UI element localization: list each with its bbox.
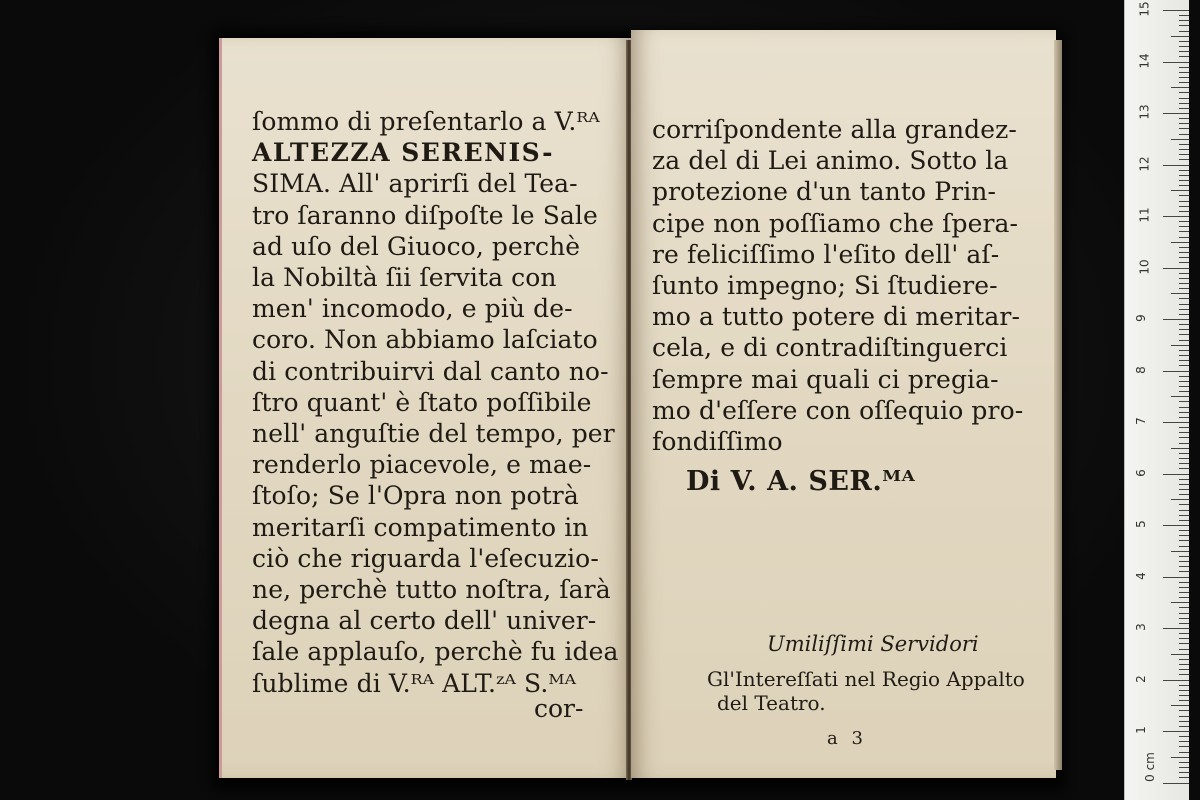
right-line-9: ſempre mai quali ci pregia-	[652, 364, 999, 394]
ruler-tick	[1171, 242, 1189, 243]
ruler-tick	[1179, 458, 1189, 459]
ruler-tick	[1179, 247, 1189, 248]
ruler-tick	[1171, 654, 1189, 655]
ruler-number: 7	[1133, 417, 1148, 425]
ruler-tick	[1163, 113, 1189, 114]
right-line-1: corriſpondente alla grandez-	[652, 115, 1017, 144]
ruler-tick	[1179, 350, 1189, 351]
ruler-tick	[1179, 659, 1189, 660]
left-line-11: nell' anguſtie del tempo, per	[252, 419, 615, 449]
ruler-tick	[1179, 479, 1189, 480]
ruler-tick	[1179, 695, 1189, 696]
ruler-tick	[1179, 128, 1189, 129]
ruler-tick	[1179, 530, 1189, 531]
ruler-tick	[1179, 571, 1189, 572]
left-line-16: ne, perchè tutto noſtra, ſarà	[252, 575, 611, 605]
ruler-tick	[1179, 391, 1189, 392]
ruler-number: 12	[1137, 155, 1152, 172]
ruler-tick	[1171, 551, 1189, 552]
ruler-tick	[1163, 62, 1189, 63]
ruler-tick	[1179, 123, 1189, 124]
ruler-tick	[1179, 685, 1189, 686]
ruler-tick	[1179, 669, 1189, 670]
ruler-tick	[1179, 710, 1189, 711]
ruler-tick	[1179, 582, 1189, 583]
ruler-tick	[1179, 108, 1189, 109]
ruler-tick	[1179, 721, 1189, 722]
ruler-number: 4	[1133, 571, 1148, 580]
ruler-tick	[1163, 783, 1189, 784]
ruler-tick	[1163, 474, 1189, 475]
ruler-tick	[1179, 41, 1189, 42]
left-line-4: tro ſaranno diſpoſte le Sale	[252, 200, 598, 230]
left-line-5: ad uſo del Giuoco, perchè	[252, 231, 581, 261]
ruler-tick	[1179, 746, 1189, 747]
ruler-tick	[1163, 525, 1189, 526]
ruler-number: 6	[1133, 468, 1148, 477]
ruler-tick	[1163, 268, 1189, 269]
left-line-14: meritarſi compatimento in	[252, 512, 589, 542]
ruler-tick	[1179, 226, 1189, 227]
ruler-number: 3	[1133, 623, 1148, 631]
ruler-tick	[1179, 484, 1189, 485]
ruler-tick	[1179, 159, 1189, 160]
ruler-tick	[1179, 690, 1189, 691]
left-line-17: degna al certo dell' univer-	[252, 606, 597, 636]
ruler-tick	[1179, 82, 1189, 83]
ruler-tick	[1179, 304, 1189, 305]
ruler-number: 13	[1137, 104, 1152, 120]
right-line-5: re feliciſſimo l'eſito dell' aſ-	[652, 239, 1000, 269]
right-line-7: mo a tutto potere di meritar-	[652, 302, 1021, 332]
ruler-tick	[1179, 772, 1189, 773]
ruler-tick	[1179, 453, 1189, 454]
ruler-tick	[1179, 401, 1189, 402]
left-page	[219, 38, 631, 778]
ruler-tick	[1179, 510, 1189, 511]
ruler-tick	[1179, 561, 1189, 562]
ruler-tick	[1171, 396, 1189, 397]
ruler-tick	[1179, 20, 1189, 21]
ruler-unit-label: 0 cm	[1142, 752, 1157, 782]
ruler-tick	[1179, 381, 1189, 382]
ruler-tick	[1179, 613, 1189, 614]
ruler-tick	[1179, 633, 1189, 634]
right-line-11: fondiſſimo	[652, 427, 783, 457]
ruler-tick	[1179, 515, 1189, 516]
ruler-tick	[1179, 180, 1189, 181]
ruler-tick	[1163, 216, 1189, 217]
ruler-tick	[1179, 664, 1189, 665]
ruler-tick	[1179, 587, 1189, 588]
ruler-tick	[1179, 77, 1189, 78]
salutation: Di V. A. SER.ᴹᴬ	[686, 466, 916, 497]
ruler-tick	[1179, 540, 1189, 541]
ruler-tick	[1179, 726, 1189, 727]
ruler-tick	[1179, 324, 1189, 325]
ruler-tick	[1163, 319, 1189, 320]
ruler-tick	[1179, 376, 1189, 377]
ruler-tick	[1179, 25, 1189, 26]
ruler-tick	[1179, 206, 1189, 207]
ruler-tick	[1179, 72, 1189, 73]
right-page-text	[652, 114, 1038, 457]
ruler-tick	[1179, 674, 1189, 675]
ruler-tick	[1171, 139, 1189, 140]
ruler-tick	[1171, 87, 1189, 88]
ruler-tick	[1179, 427, 1189, 428]
left-line-2: ALTEZZA SERENIS-	[252, 138, 555, 168]
ruler-tick	[1163, 371, 1189, 372]
left-line-15: ciò che riguarda l'eſecuzio-	[252, 543, 599, 573]
ruler-tick	[1179, 252, 1189, 253]
ruler-tick	[1179, 741, 1189, 742]
ruler-tick	[1179, 468, 1189, 469]
ruler-tick	[1179, 494, 1189, 495]
left-line-9: di contribuirvi dal canto no-	[252, 356, 609, 386]
ruler-tick	[1179, 134, 1189, 135]
ruler-tick	[1179, 638, 1189, 639]
ruler-number: 8	[1133, 365, 1148, 374]
ruler-number: 11	[1137, 207, 1152, 223]
ruler-tick	[1179, 314, 1189, 315]
ruler-tick	[1171, 36, 1189, 37]
ruler-tick	[1179, 762, 1189, 763]
ruler-number: 14	[1137, 52, 1152, 69]
ruler-tick	[1179, 443, 1189, 444]
right-line-2: za del di Lei animo. Sotto la	[652, 146, 1009, 176]
ruler-tick	[1179, 170, 1189, 171]
ruler-tick	[1179, 520, 1189, 521]
left-line-7: men' incomodo, e più de-	[252, 294, 573, 324]
ruler-tick	[1163, 422, 1189, 423]
ruler-tick	[1179, 736, 1189, 737]
ruler-tick	[1163, 577, 1189, 578]
ruler-tick	[1179, 355, 1189, 356]
ruler-tick	[1163, 680, 1189, 681]
ruler-tick	[1179, 98, 1189, 99]
ruler-tick	[1179, 618, 1189, 619]
ruler-tick	[1179, 365, 1189, 366]
ruler-tick	[1179, 201, 1189, 202]
signature-line-2: del Teatro.	[717, 691, 826, 715]
ruler-tick	[1179, 437, 1189, 438]
ruler-tick	[1179, 556, 1189, 557]
ruler-tick	[1163, 628, 1189, 629]
right-line-4: cipe non poſſiamo che ſpera-	[652, 208, 1019, 238]
ruler-number: 2	[1133, 674, 1148, 683]
ruler-tick	[1179, 340, 1189, 341]
ruler-tick	[1179, 118, 1189, 119]
ruler-tick	[1179, 592, 1189, 593]
ruler-tick	[1179, 195, 1189, 196]
ruler-tick	[1179, 211, 1189, 212]
page-edge	[1054, 40, 1062, 770]
ruler-tick	[1179, 231, 1189, 232]
ruler-tick	[1179, 283, 1189, 284]
ruler-tick	[1179, 463, 1189, 464]
ruler-tick	[1163, 731, 1189, 732]
catchword: cor-	[534, 694, 584, 723]
ruler-tick	[1179, 149, 1189, 150]
ruler-number: 9	[1133, 314, 1148, 322]
ruler-tick	[1179, 67, 1189, 68]
ruler-number: 5	[1133, 520, 1148, 528]
ruler-tick	[1179, 607, 1189, 608]
ruler-tick	[1179, 623, 1189, 624]
signature-line-1: Gl'Intereſſati nel Regio Appalto	[707, 667, 1025, 691]
ruler-tick	[1179, 546, 1189, 547]
left-line-3: SIMA. All' aprirſi del Tea-	[252, 169, 578, 199]
ruler-tick	[1179, 309, 1189, 310]
ruler-tick	[1171, 602, 1189, 603]
ruler-tick	[1179, 31, 1189, 32]
ruler-tick	[1171, 499, 1189, 500]
ruler-tick	[1179, 777, 1189, 778]
ruler-tick	[1171, 757, 1189, 758]
right-line-8: cela, e di contradiſtinguerci	[652, 333, 1008, 363]
ruler-tick	[1179, 417, 1189, 418]
signature-italic: Umiliſſimi Servidori	[767, 632, 979, 656]
right-page	[631, 30, 1056, 778]
ruler-tick	[1163, 10, 1189, 11]
ruler-tick	[1179, 257, 1189, 258]
ruler-tick	[1179, 237, 1189, 238]
ruler-tick	[1179, 360, 1189, 361]
ruler-tick	[1179, 278, 1189, 279]
page-number: a 3	[827, 728, 867, 749]
ruler-tick	[1179, 92, 1189, 93]
ruler-tick	[1179, 535, 1189, 536]
ruler-tick	[1171, 705, 1189, 706]
ruler-tick	[1179, 144, 1189, 145]
left-line-1: ſommo di preſentarlo a V.ᴿᴬ	[252, 107, 600, 136]
left-line-10: ſtro quant' è ſtato poſſibile	[252, 387, 592, 417]
left-line-12: renderlo piacevole, e mae-	[252, 450, 592, 480]
right-line-6: ſunto impegno; Si ſtudiere-	[652, 271, 998, 301]
ruler-tick	[1179, 56, 1189, 57]
left-page-text	[252, 106, 618, 699]
left-line-19: ſublime di V.ᴿᴬ ALT.ᶻᴬ S.ᴹᴬ	[252, 668, 577, 698]
ruler-tick	[1179, 489, 1189, 490]
ruler-tick	[1179, 175, 1189, 176]
ruler-tick	[1179, 504, 1189, 505]
ruler-tick	[1179, 597, 1189, 598]
ruler-number: 15	[1137, 1, 1152, 17]
ruler-tick	[1179, 386, 1189, 387]
left-line-8: coro. Non abbiamo laſciato	[252, 325, 598, 355]
ruler-tick	[1179, 767, 1189, 768]
ruler-tick	[1171, 293, 1189, 294]
ruler-tick	[1179, 432, 1189, 433]
right-line-3: protezione d'un tanto Prin-	[652, 177, 997, 207]
ruler-tick	[1179, 273, 1189, 274]
ruler-tick	[1179, 221, 1189, 222]
ruler-tick	[1179, 643, 1189, 644]
ruler-tick	[1179, 51, 1189, 52]
ruler-tick	[1179, 716, 1189, 717]
ruler-tick	[1179, 185, 1189, 186]
ruler-tick	[1179, 15, 1189, 16]
ruler-tick	[1179, 412, 1189, 413]
ruler-tick	[1179, 46, 1189, 47]
ruler-tick	[1179, 329, 1189, 330]
ruler-tick	[1179, 288, 1189, 289]
ruler-tick	[1171, 190, 1189, 191]
ruler-tick	[1179, 262, 1189, 263]
ruler-tick	[1179, 298, 1189, 299]
ruler-tick	[1171, 345, 1189, 346]
ruler-tick	[1179, 649, 1189, 650]
ruler-tick	[1163, 165, 1189, 166]
ruler-tick	[1171, 448, 1189, 449]
right-line-10: mo d'eſſere con oſſequio pro-	[652, 395, 1024, 425]
ruler-tick	[1179, 407, 1189, 408]
ruler-tick	[1179, 566, 1189, 567]
ruler-number: 1	[1133, 726, 1148, 734]
ruler-tick	[1179, 103, 1189, 104]
left-line-18: ſale applauſo, perchè fu idea	[252, 637, 619, 667]
ruler-tick	[1179, 752, 1189, 753]
measurement-ruler	[1124, 0, 1189, 800]
ruler-tick	[1179, 334, 1189, 335]
left-line-6: la Nobiltà ſii ſervita con	[252, 263, 557, 293]
ruler-tick	[1179, 700, 1189, 701]
ruler-tick	[1179, 154, 1189, 155]
ruler-number: 10	[1137, 258, 1152, 275]
left-line-13: ſtoſo; Se l'Opra non potrà	[252, 481, 579, 511]
